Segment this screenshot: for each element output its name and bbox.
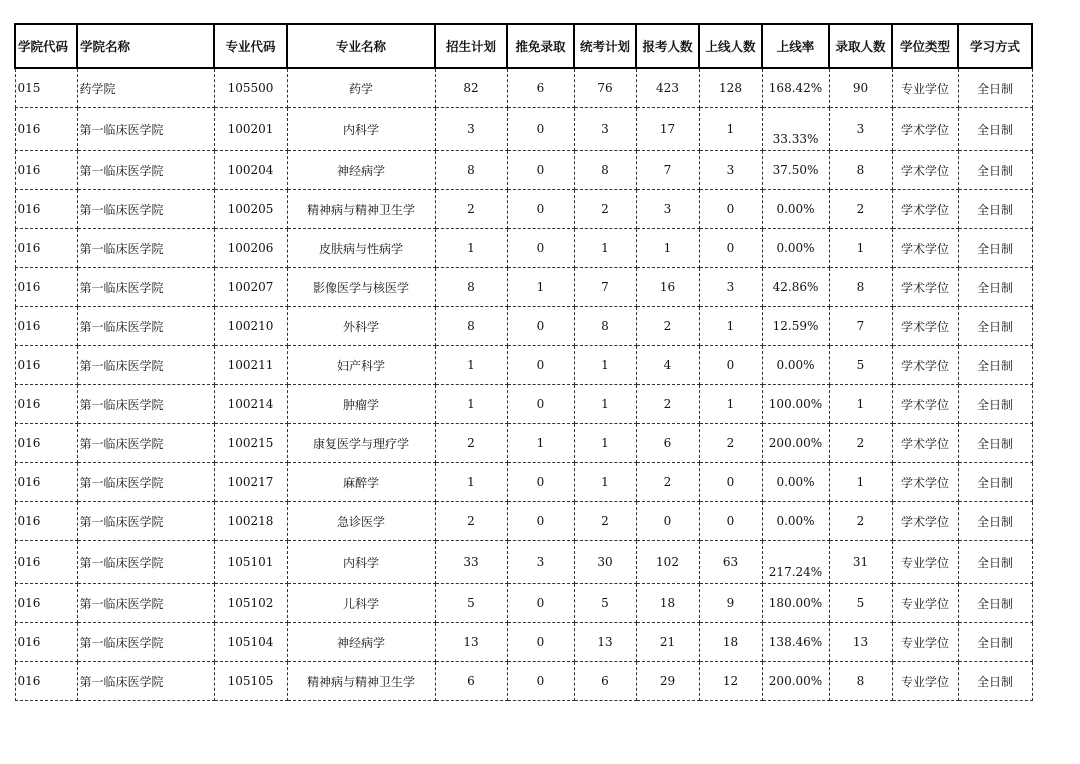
degree-type-cell: 学术学位 [892,151,958,190]
study-mode-cell: 全日制 [958,151,1032,190]
applicants-cell: 1 [636,229,699,268]
college-name-cell: 第一临床医学院 [77,541,214,584]
major-code-cell: 105101 [214,541,287,584]
qualify-rate-cell: 0.00% [762,502,829,541]
qualify-rate-cell: 217.24% [762,541,829,584]
table-row [15,541,1032,584]
exempt-admission-cell: 3 [507,541,574,584]
study-mode-cell: 全日制 [958,268,1032,307]
table-row [15,662,1032,701]
college-name-cell: 第一临床医学院 [77,151,214,190]
college-name-cell: 第一临床医学院 [77,268,214,307]
major-code-cell: 100211 [214,346,287,385]
enrollment-plan-cell: 3 [435,108,507,151]
table-row [15,424,1032,463]
admitted-cell: 2 [829,190,892,229]
table-row [15,502,1032,541]
header-major-name: 专业名称 [287,24,435,68]
exam-plan-cell: 6 [574,662,636,701]
study-mode-cell: 全日制 [958,68,1032,108]
major-code-cell: 100207 [214,268,287,307]
qualify-rate-cell: 138.46% [762,623,829,662]
table-row [15,346,1032,385]
enrollment-plan-cell: 2 [435,190,507,229]
major-code-cell: 105500 [214,68,287,108]
table-row [15,190,1032,229]
major-code-cell: 100214 [214,385,287,424]
qualified-cell: 18 [699,623,762,662]
exempt-admission-cell: 0 [507,463,574,502]
college-code-cell: 016 [15,346,77,385]
degree-type-cell: 学术学位 [892,229,958,268]
enrollment-plan-cell: 13 [435,623,507,662]
admitted-cell: 13 [829,623,892,662]
major-name-cell: 药学 [287,68,435,108]
study-mode-cell: 全日制 [958,623,1032,662]
exempt-admission-cell: 0 [507,108,574,151]
enrollment-plan-cell: 1 [435,385,507,424]
exempt-admission-cell: 1 [507,268,574,307]
exempt-admission-cell: 0 [507,662,574,701]
enrollment-plan-cell: 1 [435,229,507,268]
enrollment-plan-cell: 8 [435,268,507,307]
enrollment-plan-cell: 33 [435,541,507,584]
header-row [15,24,1032,68]
admitted-cell: 8 [829,151,892,190]
major-name-cell: 外科学 [287,307,435,346]
qualified-cell: 3 [699,151,762,190]
applicants-cell: 7 [636,151,699,190]
college-code-cell: 015 [15,68,77,108]
college-code-cell: 016 [15,662,77,701]
table-row [15,68,1032,108]
college-code-cell: 016 [15,151,77,190]
college-code-cell: 016 [15,190,77,229]
exam-plan-cell: 2 [574,502,636,541]
major-name-cell: 肿瘤学 [287,385,435,424]
applicants-cell: 3 [636,190,699,229]
admitted-cell: 2 [829,502,892,541]
study-mode-cell: 全日制 [958,463,1032,502]
applicants-cell: 16 [636,268,699,307]
qualified-cell: 128 [699,68,762,108]
enrollment-plan-cell: 6 [435,662,507,701]
qualified-cell: 0 [699,463,762,502]
enrollment-plan-cell: 1 [435,463,507,502]
enrollment-plan-cell: 82 [435,68,507,108]
qualified-cell: 2 [699,424,762,463]
major-code-cell: 100206 [214,229,287,268]
exam-plan-cell: 8 [574,307,636,346]
exempt-admission-cell: 0 [507,190,574,229]
college-code-cell: 016 [15,424,77,463]
study-mode-cell: 全日制 [958,229,1032,268]
degree-type-cell: 学术学位 [892,463,958,502]
qualified-cell: 0 [699,190,762,229]
qualify-rate-cell: 200.00% [762,662,829,701]
major-name-cell: 神经病学 [287,623,435,662]
enrollment-plan-cell: 5 [435,584,507,623]
qualified-cell: 3 [699,268,762,307]
header-qualified: 上线人数 [699,24,762,68]
degree-type-cell: 学术学位 [892,346,958,385]
table-row [15,229,1032,268]
qualify-rate-cell: 0.00% [762,463,829,502]
applicants-cell: 0 [636,502,699,541]
college-name-cell: 第一临床医学院 [77,463,214,502]
major-code-cell: 100218 [214,502,287,541]
degree-type-cell: 专业学位 [892,541,958,584]
college-code-cell: 016 [15,463,77,502]
applicants-cell: 29 [636,662,699,701]
table-row [15,385,1032,424]
study-mode-cell: 全日制 [958,307,1032,346]
applicants-cell: 2 [636,463,699,502]
qualify-rate-cell: 180.00% [762,584,829,623]
major-name-cell: 内科学 [287,541,435,584]
applicants-cell: 18 [636,584,699,623]
applicants-cell: 2 [636,307,699,346]
enrollment-plan-cell: 8 [435,307,507,346]
table-row [15,463,1032,502]
major-name-cell: 影像医学与核医学 [287,268,435,307]
admitted-cell: 90 [829,68,892,108]
major-name-cell: 麻醉学 [287,463,435,502]
major-name-cell: 妇产科学 [287,346,435,385]
major-name-cell: 康复医学与理疗学 [287,424,435,463]
qualify-rate-cell: 0.00% [762,346,829,385]
applicants-cell: 423 [636,68,699,108]
major-code-cell: 105105 [214,662,287,701]
degree-type-cell: 学术学位 [892,307,958,346]
college-name-cell: 第一临床医学院 [77,307,214,346]
major-code-cell: 100204 [214,151,287,190]
qualify-rate-cell: 33.33% [762,108,829,151]
qualify-rate-cell: 168.42% [762,68,829,108]
applicants-cell: 2 [636,385,699,424]
college-name-cell: 第一临床医学院 [77,502,214,541]
major-code-cell: 100215 [214,424,287,463]
enrollment-plan-cell: 2 [435,502,507,541]
exempt-admission-cell: 0 [507,584,574,623]
college-name-cell: 第一临床医学院 [77,623,214,662]
major-code-cell: 100217 [214,463,287,502]
exam-plan-cell: 76 [574,68,636,108]
table-row [15,268,1032,307]
exempt-admission-cell: 0 [507,623,574,662]
qualified-cell: 0 [699,346,762,385]
exempt-admission-cell: 0 [507,346,574,385]
major-name-cell: 皮肤病与性病学 [287,229,435,268]
degree-type-cell: 专业学位 [892,68,958,108]
exam-plan-cell: 3 [574,108,636,151]
college-code-cell: 016 [15,623,77,662]
college-name-cell: 第一临床医学院 [77,662,214,701]
header-study-mode: 学习方式 [958,24,1032,68]
exam-plan-cell: 13 [574,623,636,662]
table-row [15,108,1032,151]
college-name-cell: 第一临床医学院 [77,229,214,268]
header-qualify-rate: 上线率 [762,24,829,68]
exam-plan-cell: 1 [574,346,636,385]
college-name-cell: 药学院 [77,68,214,108]
admitted-cell: 5 [829,346,892,385]
exam-plan-cell: 2 [574,190,636,229]
college-name-cell: 第一临床医学院 [77,190,214,229]
college-code-cell: 016 [15,541,77,584]
table-row [15,151,1032,190]
header-enrollment-plan: 招生计划 [435,24,507,68]
college-code-cell: 016 [15,108,77,151]
admitted-cell: 1 [829,463,892,502]
admissions-table [14,23,1033,701]
qualified-cell: 1 [699,108,762,151]
header-degree-type: 学位类型 [892,24,958,68]
exempt-admission-cell: 0 [507,502,574,541]
major-name-cell: 精神病与精神卫生学 [287,190,435,229]
exempt-admission-cell: 0 [507,385,574,424]
degree-type-cell: 学术学位 [892,385,958,424]
exam-plan-cell: 30 [574,541,636,584]
enrollment-plan-cell: 8 [435,151,507,190]
college-code-cell: 016 [15,385,77,424]
admitted-cell: 31 [829,541,892,584]
college-code-cell: 016 [15,584,77,623]
exam-plan-cell: 7 [574,268,636,307]
admitted-cell: 3 [829,108,892,151]
major-name-cell: 精神病与精神卫生学 [287,662,435,701]
major-code-cell: 100201 [214,108,287,151]
qualify-rate-cell: 42.86% [762,268,829,307]
major-name-cell: 内科学 [287,108,435,151]
admitted-cell: 1 [829,229,892,268]
qualify-rate-cell: 0.00% [762,190,829,229]
study-mode-cell: 全日制 [958,190,1032,229]
header-admitted: 录取人数 [829,24,892,68]
admitted-cell: 7 [829,307,892,346]
header-exam-plan: 统考计划 [574,24,636,68]
college-code-cell: 016 [15,307,77,346]
exempt-admission-cell: 0 [507,229,574,268]
major-code-cell: 100205 [214,190,287,229]
major-name-cell: 儿科学 [287,584,435,623]
applicants-cell: 21 [636,623,699,662]
qualify-rate-cell: 100.00% [762,385,829,424]
qualify-rate-cell: 200.00% [762,424,829,463]
exam-plan-cell: 1 [574,463,636,502]
applicants-cell: 4 [636,346,699,385]
exam-plan-cell: 8 [574,151,636,190]
degree-type-cell: 学术学位 [892,190,958,229]
exempt-admission-cell: 0 [507,151,574,190]
college-code-cell: 016 [15,268,77,307]
enrollment-plan-cell: 2 [435,424,507,463]
degree-type-cell: 学术学位 [892,108,958,151]
college-code-cell: 016 [15,229,77,268]
college-name-cell: 第一临床医学院 [77,424,214,463]
admitted-cell: 5 [829,584,892,623]
applicants-cell: 102 [636,541,699,584]
table-body [15,68,1032,701]
degree-type-cell: 学术学位 [892,502,958,541]
qualified-cell: 0 [699,229,762,268]
major-name-cell: 神经病学 [287,151,435,190]
qualified-cell: 12 [699,662,762,701]
qualified-cell: 1 [699,307,762,346]
admitted-cell: 8 [829,268,892,307]
major-code-cell: 105104 [214,623,287,662]
study-mode-cell: 全日制 [958,346,1032,385]
qualified-cell: 1 [699,385,762,424]
degree-type-cell: 专业学位 [892,584,958,623]
applicants-cell: 6 [636,424,699,463]
degree-type-cell: 学术学位 [892,424,958,463]
enrollment-plan-cell: 1 [435,346,507,385]
qualify-rate-cell: 0.00% [762,229,829,268]
table-row [15,307,1032,346]
admitted-cell: 8 [829,662,892,701]
major-name-cell: 急诊医学 [287,502,435,541]
study-mode-cell: 全日制 [958,584,1032,623]
study-mode-cell: 全日制 [958,502,1032,541]
college-code-cell: 016 [15,502,77,541]
exam-plan-cell: 5 [574,584,636,623]
qualified-cell: 9 [699,584,762,623]
admitted-cell: 2 [829,424,892,463]
exempt-admission-cell: 0 [507,307,574,346]
study-mode-cell: 全日制 [958,662,1032,701]
header-college-name: 学院名称 [77,24,214,68]
header-college-code: 学院代码 [15,24,77,68]
study-mode-cell: 全日制 [958,385,1032,424]
qualified-cell: 63 [699,541,762,584]
degree-type-cell: 专业学位 [892,623,958,662]
header-major-code: 专业代码 [214,24,287,68]
header-exempt-admission: 推免录取 [507,24,574,68]
exam-plan-cell: 1 [574,385,636,424]
major-code-cell: 100210 [214,307,287,346]
exam-plan-cell: 1 [574,424,636,463]
qualify-rate-cell: 12.59% [762,307,829,346]
exempt-admission-cell: 1 [507,424,574,463]
qualified-cell: 0 [699,502,762,541]
table-row [15,623,1032,662]
college-name-cell: 第一临床医学院 [77,584,214,623]
study-mode-cell: 全日制 [958,541,1032,584]
college-name-cell: 第一临床医学院 [77,346,214,385]
college-name-cell: 第一临床医学院 [77,385,214,424]
applicants-cell: 17 [636,108,699,151]
exempt-admission-cell: 6 [507,68,574,108]
header-applicants: 报考人数 [636,24,699,68]
qualify-rate-cell: 37.50% [762,151,829,190]
degree-type-cell: 学术学位 [892,268,958,307]
admitted-cell: 1 [829,385,892,424]
study-mode-cell: 全日制 [958,424,1032,463]
study-mode-cell: 全日制 [958,108,1032,151]
exam-plan-cell: 1 [574,229,636,268]
degree-type-cell: 专业学位 [892,662,958,701]
table-row [15,584,1032,623]
college-name-cell: 第一临床医学院 [77,108,214,151]
major-code-cell: 105102 [214,584,287,623]
